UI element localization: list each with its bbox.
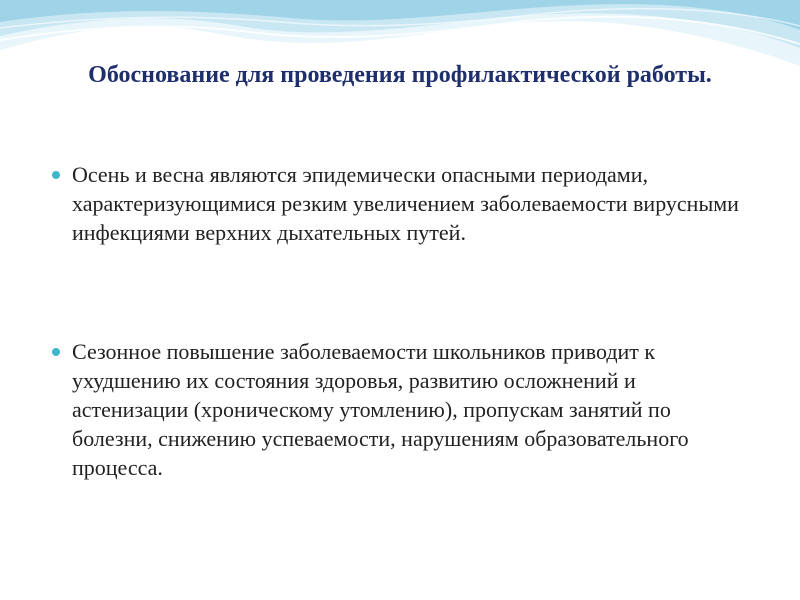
bullet-dot-icon [52,348,60,356]
bullet-item [52,160,752,247]
bullet-item [52,337,752,482]
bullet-dot-icon [52,171,60,179]
bullet-list [52,160,752,482]
bullet-text: Осень и весна являются эпидемически опасными периодами, характеризующимися резким увеличением заболеваемости вирусными инфекциями верхних дыхательных путей. [72,162,739,245]
bullet-text: Сезонное повышение заболеваемости школьников приводит к ухудшению их состояния здоровья, развитию осложнений и астенизации (хроническому утомлению), пропускам занятий по болезни, снижению успеваемости, нарушениям образовательного процесса. [72,339,689,480]
header-wave-decoration [0,0,800,66]
slide-title: Обоснование для проведения профилактической работы. [88,62,712,88]
